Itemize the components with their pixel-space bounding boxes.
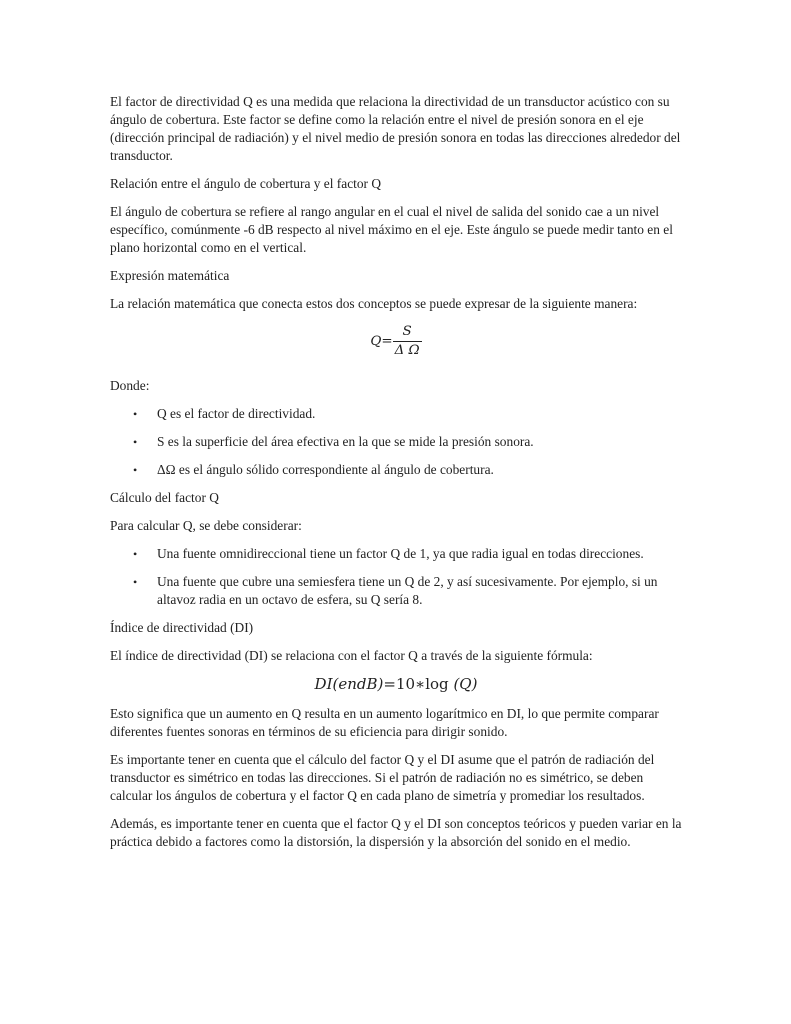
list-item-text: ΔΩ es el ángulo sólido correspondiente al ángulo de cobertura. [157,462,494,477]
list-item-text: Q es el factor de directividad. [157,406,316,421]
bullet-icon: • [133,463,138,477]
donde-label: Donde: [110,378,150,393]
calc-heading: Cálculo del factor Q [110,490,219,505]
list-item-text: Una fuente que cubre una semiesfera tiene un Q de 2, y así sucesivamente. Por ejemplo, si un altavoz radia en un octavo de esfera, su Q sería 8. [157,574,658,607]
intro-paragraph: El factor de directividad Q es una medida que relaciona la directividad de un transductor acústico con su ángulo de cobertura. Este factor se define como la relación entre el nivel de presión sonora en el eje (dirección principal de radiación) y el nivel medio de presión sonora en todas las direcciones alrededor del transductor. [110,94,681,163]
bullet-icon: • [133,407,138,421]
math-paragraph: La relación matemática que conecta estos dos conceptos se puede expresar de la siguiente manera: [110,296,638,311]
di-heading: Índice de directividad (DI) [110,620,254,635]
formula-di-lhs: DI(endB) [314,675,384,693]
bullet-icon: • [133,435,138,449]
calc-paragraph: Para calcular Q, se debe considerar: [110,518,302,533]
relation-heading: Relación entre el ángulo de cobertura y el factor Q [110,176,382,191]
di-paragraph: El índice de directividad (DI) se relaciona con el factor Q a través de la siguiente fórmula: [110,648,593,663]
formula-di [110,675,682,693]
bullet-icon: • [133,575,138,589]
formula-q-numerator: S [393,323,422,342]
list-item [110,405,682,423]
list-item-text: Una fuente omnidireccional tiene un factor Q de 1, ya que radia igual en todas direcciones. [157,546,644,561]
math-heading: Expresión matemática [110,268,230,283]
list-item [110,461,682,479]
donde-list [110,405,682,479]
bullet-icon: • [133,547,138,561]
relation-paragraph: El ángulo de cobertura se refiere al rango angular en el cual el nivel de salida del sonido cae a un nivel específico, comúnmente -6 dB respecto al nivel máximo en el eje. Este ángulo se puede medir tanto en el plano horizontal como en el vertical. [110,204,673,255]
formula-di-eq: =10∗log [383,675,449,693]
list-item [110,573,682,609]
formula-q [110,323,682,367]
formula-di-arg: (Q) [453,675,478,693]
list-item [110,433,682,451]
paragraph-symmetry: Es importante tener en cuenta que el cálculo del factor Q y el DI asume que el patrón de radiación del transductor es simétrico en todas las direcciones. Si el patrón de radiación no es simétrico, se deben calcular los ángulos de cobertura y el factor Q en cada plano de simetría y promediar los resultados. [110,752,655,803]
formula-q-lhs: Q= [370,333,393,349]
formula-q-fraction [393,323,422,360]
paragraph-theoretical: Además, es importante tener en cuenta que el factor Q y el DI son conceptos teóricos y pueden variar en la práctica debido a factores como la distorsión, la dispersión y la absorción del sonido en el medio. [110,816,682,849]
list-item [110,545,682,563]
calc-list [110,545,682,609]
list-item-text: S es la superficie del área efectiva en la que se mide la presión sonora. [157,434,534,449]
paragraph-log-increase: Esto significa que un aumento en Q resulta en un aumento logarítmico en DI, lo que permite comparar diferentes fuentes sonoras en términos de su eficiencia para dirigir sonido. [110,706,659,739]
document-page [110,93,682,861]
formula-q-denominator: Δ Ω [394,343,420,358]
